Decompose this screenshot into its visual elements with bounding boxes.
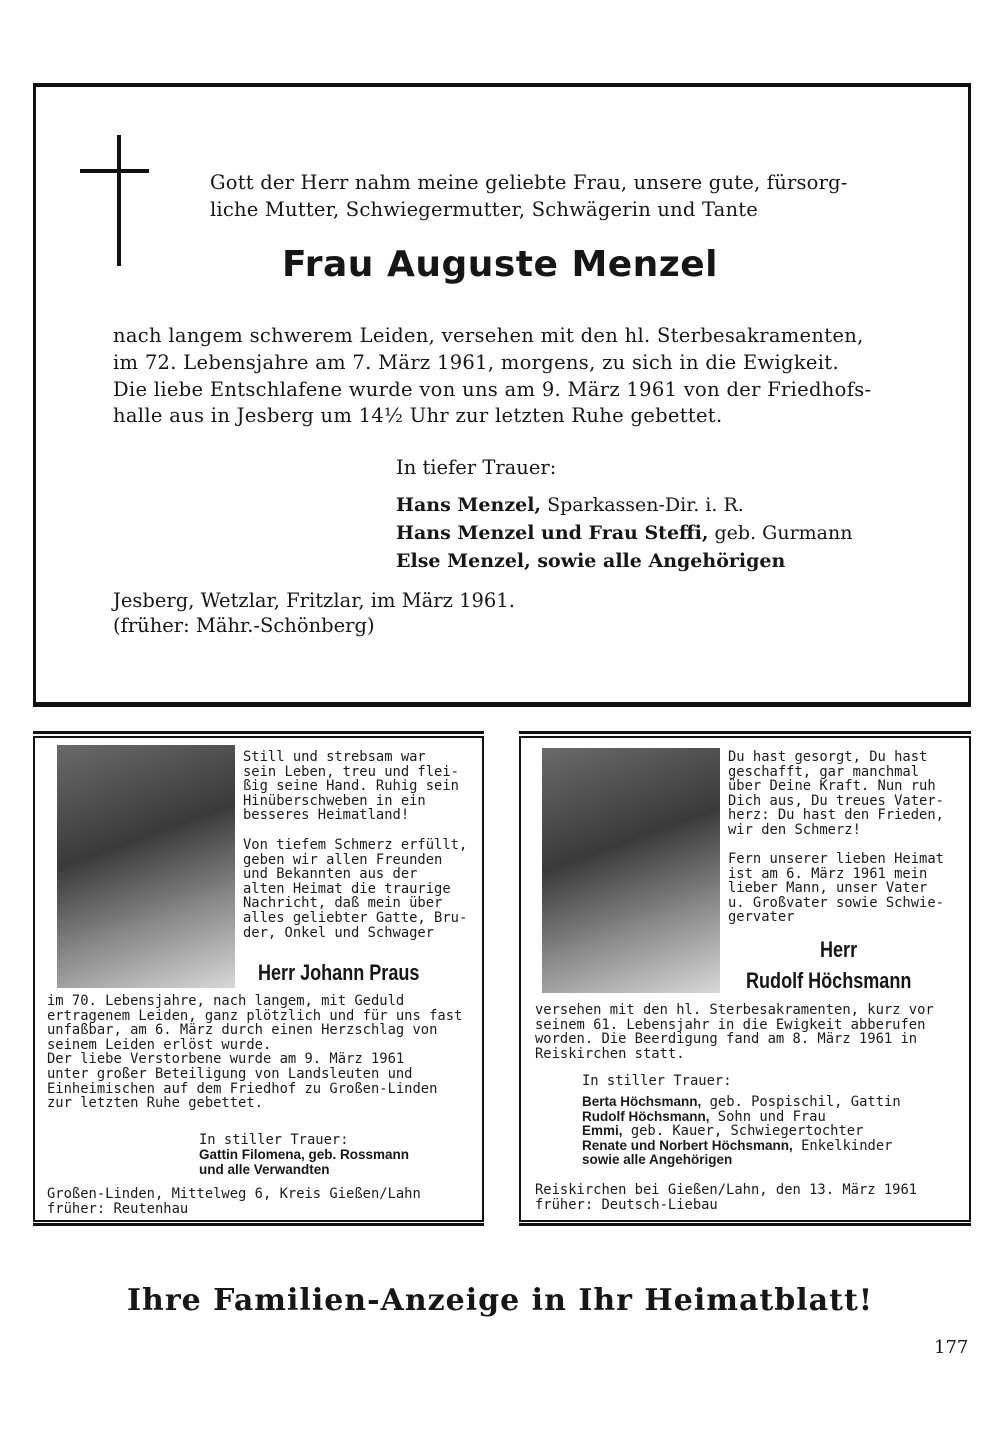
left-bottom-rule — [33, 1223, 484, 1226]
right-intro: Fern unserer lieben Heimat ist am 6. März 1961 mein lieber Mann, unser Vater u. Großvater sowie Schwie- gervater — [728, 851, 944, 926]
left-mourners: Gattin Filomena, geb. Rossmann und alle Verwandten — [199, 1147, 410, 1177]
deceased-name-rudolf: Rudolf Höchsmann — [746, 968, 912, 993]
right-mourners: Berta Höchsmann, geb. Pospischil, Gattin Rudolf Höchsmann, Sohn und Frau Emmi, geb. Kauer, Schwiegertochter Renate und Norbert Höchsmann, Enkelkinder sowie alle Angehörigen — [582, 1094, 901, 1168]
top-body-line: Die liebe Entschlafene wurde von uns am 9. März 1961 von der Friedhofs- — [113, 378, 872, 401]
cross-icon — [117, 135, 121, 266]
right-body: versehen mit den hl. Sterbesakramenten, kurz vor seinem 61. Lebensjahr in die Ewigkeit abberufen worden. Die Beerdigung fand am 8. März 1961 in Reiskirchen statt. — [535, 1002, 934, 1062]
deceased-name-auguste: Frau Auguste Menzel — [281, 244, 719, 285]
portrait-photo-johann — [57, 745, 235, 988]
left-top-rule — [33, 731, 484, 734]
right-verse: Du hast gesorgt, Du hast geschafft, gar manchmal über Deine Kraft. Nun ruh Dich aus, Du treues Vater- herz: Du hast den Frieden, wir den Schmerz! — [728, 749, 944, 838]
deceased-name-johann: Herr Johann Praus — [258, 960, 420, 985]
right-place: Reiskirchen bei Gießen/Lahn, den 13. März 1961 früher: Deutsch-Liebau — [535, 1182, 918, 1213]
mourner-line: Hans Menzel, Sparkassen-Dir. i. R. — [396, 494, 744, 516]
place-line: Jesberg, Wetzlar, Fritzlar, im März 1961. — [113, 589, 515, 612]
top-body-line: nach langem schwerem Leiden, versehen mit den hl. Sterbesakramenten, — [113, 324, 864, 347]
right-name-title: Herr — [820, 937, 858, 962]
left-mourning-heading: In stiller Trauer: — [199, 1132, 349, 1148]
right-bottom-rule — [519, 1223, 971, 1226]
left-body: im 70. Lebensjahre, nach langem, mit Geduld ertragenem Leiden, ganz plötzlich und für uns fast unfaßbar, am 6. März durch einen Herzschlag von seinem Leiden erlöst wurde. Der liebe Verstorbene wurde am 9. März 1961 unter großer Beteiligung von Landsleuten und Einheimischen auf dem Friedhof zu Großen-Linden zur letzten Ruhe gebettet. — [47, 993, 463, 1112]
cross-icon-bar — [80, 169, 149, 173]
mourner-line: Else Menzel, sowie alle Angehörigen — [396, 550, 786, 572]
top-intro-text — [210, 169, 880, 223]
mourning-heading: In tiefer Trauer: — [396, 456, 557, 479]
top-body-line: halle aus in Jesberg um 14½ Uhr zur letzten Ruhe gebettet. — [113, 404, 723, 427]
mourner-line: Hans Menzel und Frau Steffi, geb. Gurmann — [396, 522, 853, 544]
intro-line: Gott der Herr nahm meine geliebte Frau, unsere gute, fürsorg- — [210, 171, 848, 194]
left-place: Großen-Linden, Mittelweg 6, Kreis Gießen/Lahn früher: Reutenhau — [47, 1186, 421, 1217]
footer-slogan: Ihre Familien-Anzeige in Ihr Heimatblatt! — [127, 1283, 873, 1318]
right-mourning-heading: In stiller Trauer: — [582, 1073, 732, 1089]
portrait-photo-rudolf — [542, 748, 720, 993]
page-number: 177 — [934, 1337, 969, 1358]
left-intro: Von tiefem Schmerz erfüllt, geben wir allen Freunden und Bekannten aus der alten Heimat die traurige Nachricht, daß mein über alles geliebter Gatte, Bru- der, Onkel und Schwager — [243, 837, 468, 941]
left-verse: Still und strebsam war sein Leben, treu und flei- ßig seine Hand. Ruhig sein Hinüberschweben in ein besseres Heimatland! — [243, 749, 459, 824]
top-body-line: im 72. Lebensjahre am 7. März 1961, morgens, zu sich in die Ewigkeit. — [113, 351, 839, 374]
intro-line: liche Mutter, Schwiegermutter, Schwägerin und Tante — [210, 198, 759, 221]
place-line: (früher: Mähr.-Schönberg) — [113, 614, 375, 637]
right-top-rule — [519, 731, 971, 734]
